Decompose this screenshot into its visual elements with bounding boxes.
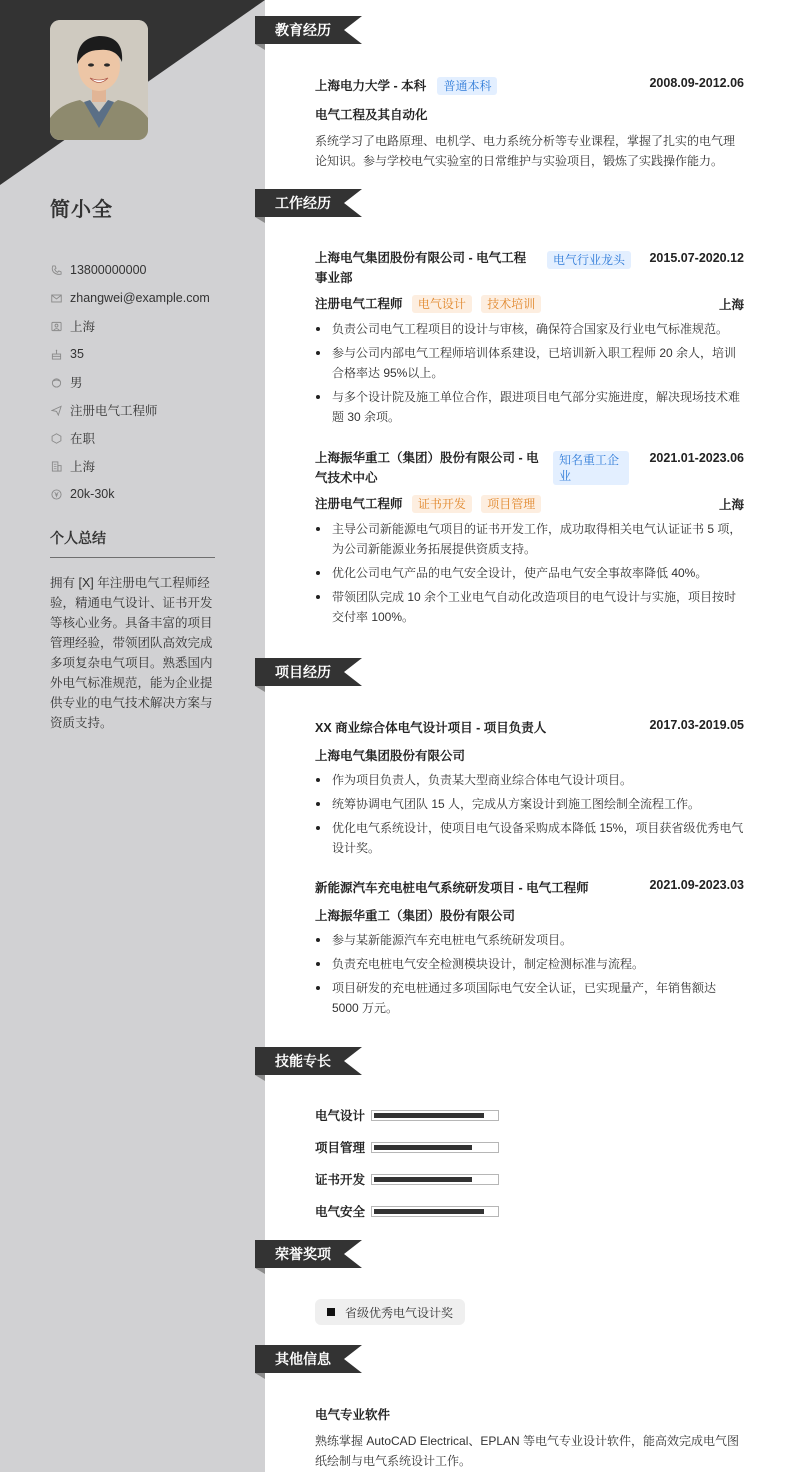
list-item: 统筹协调电气团队 15 人，完成从方案设计到施工图绘制全流程工作。 xyxy=(315,794,744,814)
skill-row xyxy=(315,1195,744,1227)
section-header-other xyxy=(255,1345,365,1373)
section-header-awards xyxy=(255,1240,365,1268)
project-entry xyxy=(315,718,744,862)
list-item: 参与公司内部电气工程师培训体系建设，已培训新入职工程师 20 余人，培训合格率达 95%以上。 xyxy=(315,343,744,383)
work-date: 2021.01-2023.06 xyxy=(649,451,744,465)
skill-bar-fill xyxy=(374,1113,484,1118)
education-description: 系统学习了电路原理、电机学、电力系统分析等专业课程，掌握了扎实的电气理论知识。参与学校电气实验室的日常维护与实验项目，锻炼了实践操作能力。 xyxy=(315,134,736,168)
phone-icon xyxy=(50,264,62,276)
info-title xyxy=(50,396,250,424)
skill-name: 项目管理 xyxy=(315,1141,366,1155)
list-item: 负责充电桩电气安全检测模块设计，制定检测标准与流程。 xyxy=(315,954,744,974)
list-item: 负责公司电气工程项目的设计与审核，确保符合国家及行业电气标准规范。 xyxy=(315,319,744,339)
education-school: 上海电力大学 - 本科 xyxy=(315,79,427,93)
work-location: 上海 xyxy=(718,497,744,512)
work-skill-tag: 项目管理 xyxy=(481,495,541,513)
section-title: 荣誉奖项 xyxy=(275,1246,331,1262)
mail-icon xyxy=(50,292,62,304)
other-info-entry xyxy=(315,1405,744,1471)
other-info-text: 熟练掌握 AutoCAD Electrical、EPLAN 等电气专业设计软件，能高效完成电气图纸绘制与电气系统设计工作。 xyxy=(315,1434,740,1468)
gender-icon xyxy=(50,376,62,388)
other-info-title: 电气专业软件 xyxy=(315,1408,391,1422)
work-role: 注册电气工程师 xyxy=(315,497,403,511)
job-title-text: 注册电气工程师 xyxy=(70,404,158,418)
project-date: 2017.03-2019.05 xyxy=(649,718,744,732)
skill-bar xyxy=(371,1110,499,1121)
project-entry xyxy=(315,878,744,1022)
skill-row xyxy=(315,1163,744,1195)
awards-list xyxy=(315,1299,744,1325)
award-item xyxy=(315,1299,465,1325)
section-title: 教育经历 xyxy=(275,22,331,38)
section-title: 技能专长 xyxy=(275,1053,331,1069)
award-text: 省级优秀电气设计奖 xyxy=(345,1305,454,1320)
list-item: 带领团队完成 10 余个工业电气自动化改造项目的电气设计与实施，项目按时交付率 100%。 xyxy=(315,587,744,627)
work-company-tag: 电气行业龙头 xyxy=(547,251,631,269)
gender-text: 男 xyxy=(70,376,83,390)
list-item: 主导公司新能源电气项目的证书开发工作，成功取得相关电气认证证书 5 项，为公司新能源业务拓展提供资质支持。 xyxy=(315,519,744,559)
work-entry xyxy=(315,448,744,631)
skill-bar xyxy=(371,1174,499,1185)
project-name: XX 商业综合体电气设计项目 - 项目负责人 xyxy=(315,721,547,735)
list-item: 参与某新能源汽车充电桩电气系统研发项目。 xyxy=(315,930,744,950)
list-item: 优化电气系统设计，使项目电气设备采购成本降低 15%，项目获省级优秀电气设计奖。 xyxy=(315,818,744,858)
info-email xyxy=(50,284,250,312)
contact-info-list xyxy=(50,256,250,508)
status-text: 在职 xyxy=(70,432,96,446)
salary-icon xyxy=(50,488,62,500)
info-city xyxy=(50,452,250,480)
skill-bar xyxy=(371,1206,499,1217)
work-bullets xyxy=(315,319,744,427)
skill-name: 电气安全 xyxy=(315,1205,366,1219)
location-text: 上海 xyxy=(70,320,96,334)
main-content xyxy=(265,0,794,1472)
work-company-tag: 知名重工企业 xyxy=(553,451,629,485)
skill-bar-fill xyxy=(374,1145,472,1150)
section-header-skills xyxy=(255,1047,365,1075)
work-company: 上海电气集团股份有限公司 - 电气工程事业部 xyxy=(315,251,527,285)
salary-text: 20k-30k xyxy=(70,487,115,501)
section-title: 项目经历 xyxy=(275,664,331,680)
skills-list xyxy=(315,1099,744,1227)
summary-heading: 个人总结 xyxy=(50,528,215,558)
project-company: 上海振华重工（集团）股份有限公司 xyxy=(315,909,516,923)
list-item: 与多个设计院及施工单位合作，跟进项目电气部分实施进度，解决现场技术难题 30 余项。 xyxy=(315,387,744,427)
work-date: 2015.07-2020.12 xyxy=(649,251,744,265)
city-text: 上海 xyxy=(70,460,96,474)
work-skill-tag: 技术培训 xyxy=(481,295,541,313)
summary-text: 拥有 [X] 年注册电气工程师经验，精通电气设计、证书开发等核心业务。具备丰富的项目管理经验，带领团队高效完成多项复杂电气项目。熟悉国内外电气标准规范，能为企业提供专业的电气技术解决方案与资质支持。 xyxy=(50,576,213,730)
project-bullets xyxy=(315,930,744,1018)
project-date: 2021.09-2023.03 xyxy=(649,878,744,892)
section-header-work xyxy=(255,189,365,217)
skill-name: 电气设计 xyxy=(315,1109,366,1123)
skill-bar-fill xyxy=(374,1177,472,1182)
skill-name: 证书开发 xyxy=(315,1173,366,1187)
education-entry xyxy=(315,76,744,171)
square-bullet-icon xyxy=(327,1308,335,1316)
project-bullets xyxy=(315,770,744,858)
section-title: 工作经历 xyxy=(275,195,331,211)
education-major: 电气工程及其自动化 xyxy=(315,108,428,122)
work-company: 上海振华重工（集团）股份有限公司 - 电气技术中心 xyxy=(315,451,539,485)
email-text[interactable]: zhangwei@example.com xyxy=(70,291,210,305)
work-entry xyxy=(315,248,744,431)
info-gender xyxy=(50,368,250,396)
info-location xyxy=(50,312,250,340)
info-salary xyxy=(50,480,250,508)
section-header-projects xyxy=(255,658,365,686)
skill-row xyxy=(315,1131,744,1163)
section-header-education xyxy=(255,16,365,44)
skill-bar-fill xyxy=(374,1209,484,1214)
phone-text[interactable]: 13800000000 xyxy=(70,263,147,277)
section-title: 其他信息 xyxy=(275,1351,331,1367)
age-icon xyxy=(50,348,62,360)
education-tag: 普通本科 xyxy=(437,77,497,95)
work-skill-tag: 电气设计 xyxy=(412,295,472,313)
info-status xyxy=(50,424,250,452)
city-icon xyxy=(50,460,62,472)
project-name: 新能源汽车充电桩电气系统研发项目 - 电气工程师 xyxy=(315,881,589,895)
skill-bar xyxy=(371,1142,499,1153)
profile-name: 简小全 xyxy=(50,199,113,221)
location-icon xyxy=(50,320,62,332)
info-age xyxy=(50,340,250,368)
work-role: 注册电气工程师 xyxy=(315,297,403,311)
skill-row xyxy=(315,1099,744,1131)
list-item: 项目研发的充电桩通过多项国际电气安全认证，已实现量产，年销售额达 5000 万元。 xyxy=(315,978,744,1018)
avatar xyxy=(50,20,148,140)
work-location: 上海 xyxy=(718,297,744,312)
list-item: 优化公司电气产品的电气安全设计，使产品电气安全事故率降低 40%。 xyxy=(315,563,744,583)
work-bullets xyxy=(315,519,744,627)
status-icon xyxy=(50,432,62,444)
project-company: 上海电气集团股份有限公司 xyxy=(315,749,466,763)
education-date: 2008.09-2012.06 xyxy=(649,76,744,90)
age-text: 35 xyxy=(70,347,84,361)
info-phone xyxy=(50,256,250,284)
work-skill-tag: 证书开发 xyxy=(412,495,472,513)
sidebar xyxy=(0,0,265,1472)
list-item: 作为项目负责人，负责某大型商业综合体电气设计项目。 xyxy=(315,770,744,790)
job-icon xyxy=(50,404,62,416)
